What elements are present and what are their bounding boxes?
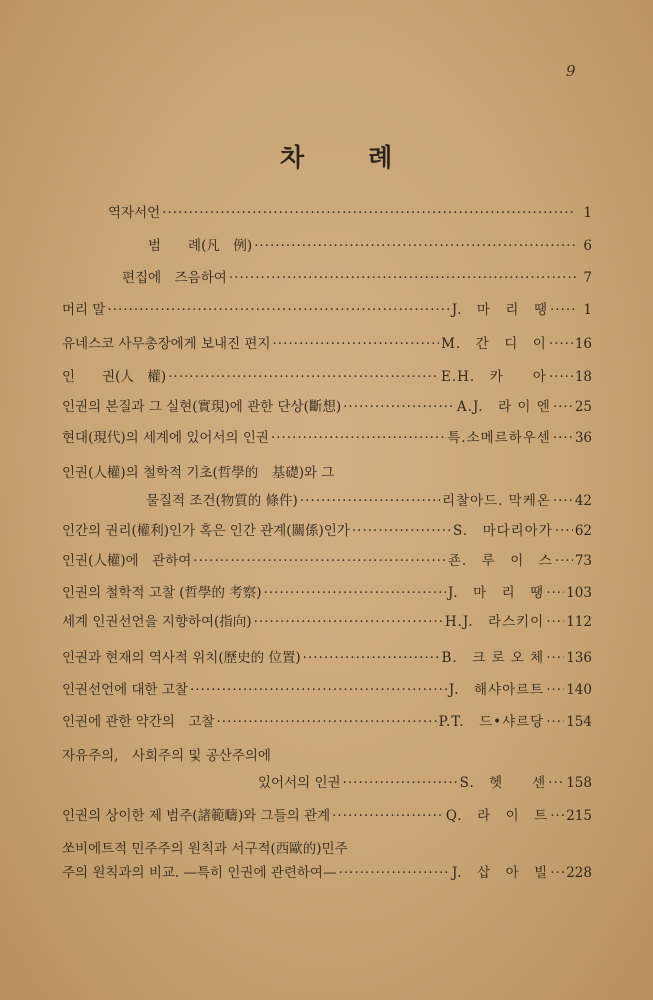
toc-entry-title: 인권의 본질과 그 실현(實現)에 관한 단상(斷想)	[62, 399, 342, 415]
toc-leader-dots	[273, 335, 440, 353]
toc-entry-title: 머리 말	[62, 302, 106, 318]
toc-entry-author: J. 마 리 땡	[447, 585, 545, 601]
toc-entry-page: 18	[574, 369, 592, 385]
toc-entry	[62, 548, 592, 570]
toc-entry-title: 인 권(人 權)	[62, 369, 167, 385]
toc-entry-author: Q. 라 이 트	[445, 808, 549, 824]
toc-leader-dots	[107, 301, 449, 319]
toc-leader-dots	[162, 204, 576, 222]
toc-entry	[62, 331, 592, 353]
toc-entry-title: 편집에 즈음하여	[122, 270, 227, 286]
toc-entry-title: 인권의 상이한 제 범주(諸範疇)와 그들의 관계	[62, 808, 331, 824]
toc-entry-page: 7	[583, 270, 592, 286]
toc-leader-dots	[338, 864, 449, 882]
toc-leader-dots	[254, 237, 576, 255]
toc-entry	[62, 460, 592, 482]
toc-entry-author: J. 마 리 땡	[451, 302, 548, 318]
toc-entry	[62, 425, 592, 447]
toc-leader-dots	[553, 492, 573, 510]
toc-entry	[62, 394, 592, 416]
toc-entry-page: 154	[566, 714, 592, 730]
toc-entry	[108, 200, 592, 222]
toc-entry-author: 특.소메르하우센	[447, 430, 551, 446]
toc-entry-author: E.H. 카 아	[441, 369, 547, 385]
toc-leader-dots	[550, 807, 564, 825]
toc-entry-page: 25	[574, 399, 592, 415]
toc-entry-title: 자유주의, 사회주의 및 공산주의에	[62, 748, 271, 764]
toc-leader-dots	[550, 864, 564, 882]
toc-leader-dots	[168, 368, 439, 386]
toc-entry-title: 인권선언에 대한 고찰	[62, 682, 188, 698]
toc-entry-author: P.T. 드•샤르당	[438, 714, 545, 730]
toc-entry-page: 73	[574, 553, 592, 569]
toc-leader-dots	[546, 681, 564, 699]
toc-leader-dots	[303, 649, 440, 667]
toc-leader-dots	[271, 429, 445, 447]
page-title	[280, 138, 394, 174]
page-number: 9	[566, 62, 576, 80]
toc-entry-author: 리찰아드. 막케온	[441, 493, 551, 509]
toc-entry	[62, 297, 592, 319]
toc-leader-dots	[549, 368, 573, 386]
toc-entry-page: 16	[574, 336, 592, 352]
toc-entry-page: 42	[574, 493, 592, 509]
toc-leader-dots	[546, 584, 564, 602]
toc-entry	[62, 803, 592, 825]
toc-entry-page: 36	[574, 430, 592, 446]
toc-leader-dots	[546, 713, 564, 731]
toc-entry-page: 112	[566, 614, 592, 630]
title-part-2: 례	[368, 143, 395, 172]
toc-entry-page: 228	[566, 865, 592, 881]
toc-entry-page: 158	[566, 775, 592, 791]
toc-leader-dots	[229, 269, 576, 287]
toc-entry-page: 103	[566, 585, 592, 601]
toc-entry	[62, 677, 592, 699]
toc-leader-dots	[553, 398, 573, 416]
toc-entry-title: 인권(人權)에 관하여	[62, 553, 192, 569]
toc-entry-author: M. 간 디 이	[441, 336, 547, 352]
toc-leader-dots	[343, 398, 455, 416]
toc-entry-author: S. 헷 센	[459, 775, 547, 791]
toc-entry-title: 세계 인권선언을 지향하여(指向)	[62, 614, 252, 630]
toc-entry	[62, 609, 592, 631]
toc-leader-dots	[555, 522, 573, 540]
toc-entry-title: 유네스코 사무총장에게 보내진 편지	[62, 336, 271, 352]
toc-entry-title: 주의 원칙과의 비교. —특히 인권에 관련하여—	[62, 865, 337, 881]
toc-entry-page: 215	[566, 808, 592, 824]
toc-entry	[122, 265, 592, 287]
toc-entry	[62, 836, 592, 858]
toc-leader-dots	[549, 335, 573, 353]
toc-entry	[62, 645, 592, 667]
toc-entry-author: A.J. 라 이 엔	[456, 399, 551, 415]
toc-entry-page: 136	[566, 650, 592, 666]
toc-entry-page: 140	[566, 682, 592, 698]
toc-leader-dots	[254, 613, 443, 631]
toc-entry-title: 인권과 현재의 역사적 위치(歷史的 位置)	[62, 650, 301, 666]
toc-entry	[62, 860, 592, 882]
toc-entry	[258, 770, 592, 792]
toc-entry	[62, 709, 592, 731]
toc-leader-dots	[332, 807, 444, 825]
toc-entry	[146, 488, 592, 510]
toc-entry	[62, 743, 592, 765]
toc-entry-title: 역자서언	[108, 205, 161, 221]
toc-leader-dots	[300, 492, 440, 510]
toc-entry-title: 인권(人權)의 철학적 기초(哲學的 基礎)와 그	[62, 465, 335, 481]
toc-leader-dots	[546, 613, 564, 631]
toc-entry-page: 6	[583, 238, 592, 254]
toc-leader-dots	[264, 584, 446, 602]
toc-entry-page: 1	[583, 302, 592, 318]
toc-entry-title: 인권에 관한 약간의 고찰	[62, 714, 215, 730]
toc-entry	[62, 364, 592, 386]
toc-entry-title: 있어서의 인권	[258, 775, 341, 791]
toc-entry	[62, 518, 592, 540]
toc-entry-page: 62	[574, 523, 592, 539]
toc-leader-dots	[546, 649, 564, 667]
toc-entry-author: H.J. 라스키이	[444, 614, 545, 630]
toc-entry-author: 죤. 루 이 스	[447, 553, 553, 569]
toc-entry-title: 현대(現代)의 세계에 있어서의 인권	[62, 430, 269, 446]
toc-entry-title: 쏘비에트적 민주주의 원칙과 서구적(西歐的)민주	[62, 841, 348, 857]
toc-entry-author: J. 해샤아르트	[448, 682, 545, 698]
toc-entry	[62, 580, 592, 602]
toc-leader-dots	[550, 301, 576, 319]
toc-leader-dots	[343, 774, 458, 792]
toc-leader-dots	[555, 552, 573, 570]
toc-entry	[148, 233, 592, 255]
toc-leader-dots	[217, 713, 437, 731]
toc-leader-dots	[548, 774, 564, 792]
toc-leader-dots	[352, 522, 451, 540]
toc-leader-dots	[190, 681, 447, 699]
toc-entry-author: S. 마다리아가	[453, 523, 553, 539]
toc-leader-dots	[553, 429, 573, 447]
toc-entry-author: B. 크 로 오 체	[441, 650, 545, 666]
toc-entry-title: 물질적 조건(物質的 條件)	[146, 493, 298, 509]
toc-entry-page: 1	[583, 205, 592, 221]
toc-entry-title: 인권의 철학적 고찰 (哲學的 考察)	[62, 585, 262, 601]
title-part-1: 차	[280, 143, 307, 172]
toc-leader-dots	[193, 552, 446, 570]
toc-entry-title: 범 례(凡 例)	[148, 238, 253, 254]
toc-entry-author: J. 삽 아 빌	[451, 865, 549, 881]
toc-entry-title: 인간의 권리(權利)인가 혹은 인간 관계(關係)인가	[62, 523, 350, 539]
